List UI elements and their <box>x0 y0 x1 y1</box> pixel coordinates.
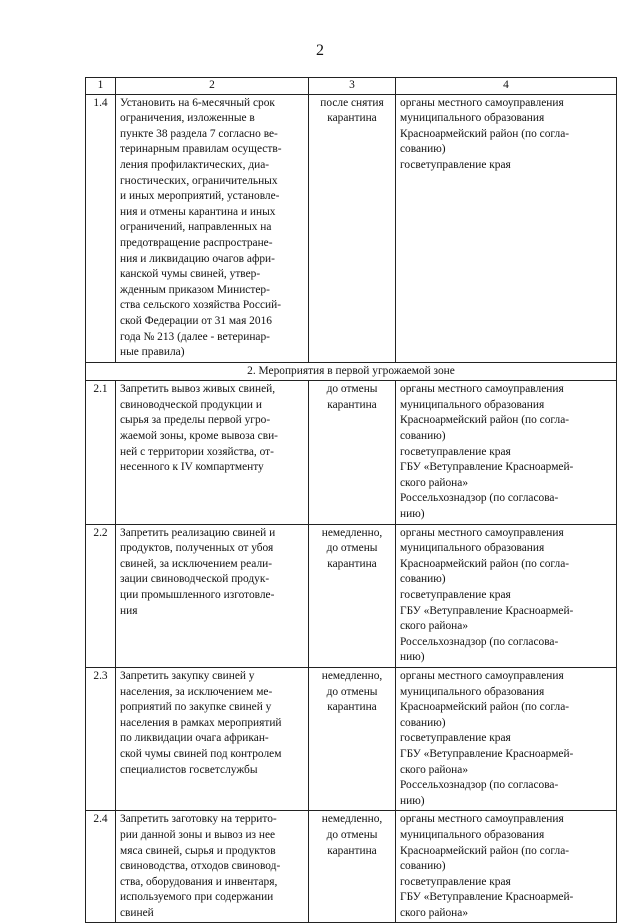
row-responsible: органы местного самоуправления муниципального образования Красноармейский район (по согла- сованию) госветуправление края ГБУ «Ветуправление Красноармей- ского района» Россельхознадзор (по согласова- нию) <box>396 381 617 524</box>
page-number: 2 <box>316 42 324 59</box>
table-row <box>86 524 617 667</box>
row-number: 2.2 <box>86 524 116 667</box>
row-term: до отмены карантина <box>309 381 396 524</box>
table-row <box>86 811 617 923</box>
table-row <box>86 381 617 524</box>
table-row <box>86 94 617 362</box>
measures-table <box>85 77 617 923</box>
section-title: 2. Мероприятия в первой угрожаемой зоне <box>86 362 617 381</box>
header-cell-1: 1 <box>86 78 116 95</box>
row-term: после снятия карантина <box>309 94 396 362</box>
row-responsible: органы местного самоуправления муниципального образования Красноармейский район (по согла- сованию) госветуправление края <box>396 94 617 362</box>
table-row <box>86 667 617 810</box>
row-term: немедленно, до отмены карантина <box>309 811 396 923</box>
row-responsible: органы местного самоуправления муниципального образования Красноармейский район (по согла- сованию) госветуправление края ГБУ «Ветуправление Красноармей- ского района» Россельхознадзор (по согласова- нию) <box>396 524 617 667</box>
row-number: 2.3 <box>86 667 116 810</box>
row-responsible: органы местного самоуправления муниципального образования Красноармейский район (по согла- сованию) госветуправление края ГБУ «Ветуправление Красноармей- ского района» Россельхознадзор (по согласова- нию) <box>396 667 617 810</box>
row-number: 2.4 <box>86 811 116 923</box>
table-header-row <box>86 78 617 95</box>
row-measure: Установить на 6-месячный срок ограничения, изложенные в пункте 38 раздела 7 согласно ве- теринарным правилам осуществ- ления профилактических, диа- гностических, ограничительных и иных мероприятий, установле- ния и отмены карантина и иных ограничений, направленных на предотвращение распростране- ния и ликвидацию очагов афри- канской чумы свиней, утвер- жденным приказом Министер- ства сельского хозяйства Россий- ской Федерации от 31 мая 2016 года № 213 (далее - ветеринар- ные правила) <box>116 94 309 362</box>
header-cell-3: 3 <box>309 78 396 95</box>
row-measure: Запретить вывоз живых свиней, свиноводческой продукции и сырья за пределы первой угро- жаемой зоны, кроме вывоза сви- ней с территории хозяйства, от- несенного к IV компартменту <box>116 381 309 524</box>
header-cell-4: 4 <box>396 78 617 95</box>
row-term: немедленно, до отмены карантина <box>309 667 396 810</box>
row-measure: Запретить закупку свиней у населения, за исключением ме- роприятий по закупке свиней у населения в рамках мероприятий по ликвидации очага африкан- ской чумы свиней под контролем специалистов госветслужбы <box>116 667 309 810</box>
section-header-row <box>86 362 617 381</box>
header-cell-2: 2 <box>116 78 309 95</box>
row-responsible: органы местного самоуправления муниципального образования Красноармейский район (по согла- сованию) госветуправление края ГБУ «Ветуправление Красноармей- ского района» <box>396 811 617 923</box>
row-number: 1.4 <box>86 94 116 362</box>
row-measure: Запретить реализацию свиней и продуктов, полученных от убоя свиней, за исключением реали- зации свиноводческой продук- ции промышленного изготовле- ния <box>116 524 309 667</box>
row-term: немедленно, до отмены карантина <box>309 524 396 667</box>
row-measure: Запретить заготовку на террито- рии данной зоны и вывоз из нее мяса свиней, сырья и продуктов свиноводства, отходов свиновод- ства, оборудования и инвентаря, используемого при содержании свиней <box>116 811 309 923</box>
row-number: 2.1 <box>86 381 116 524</box>
